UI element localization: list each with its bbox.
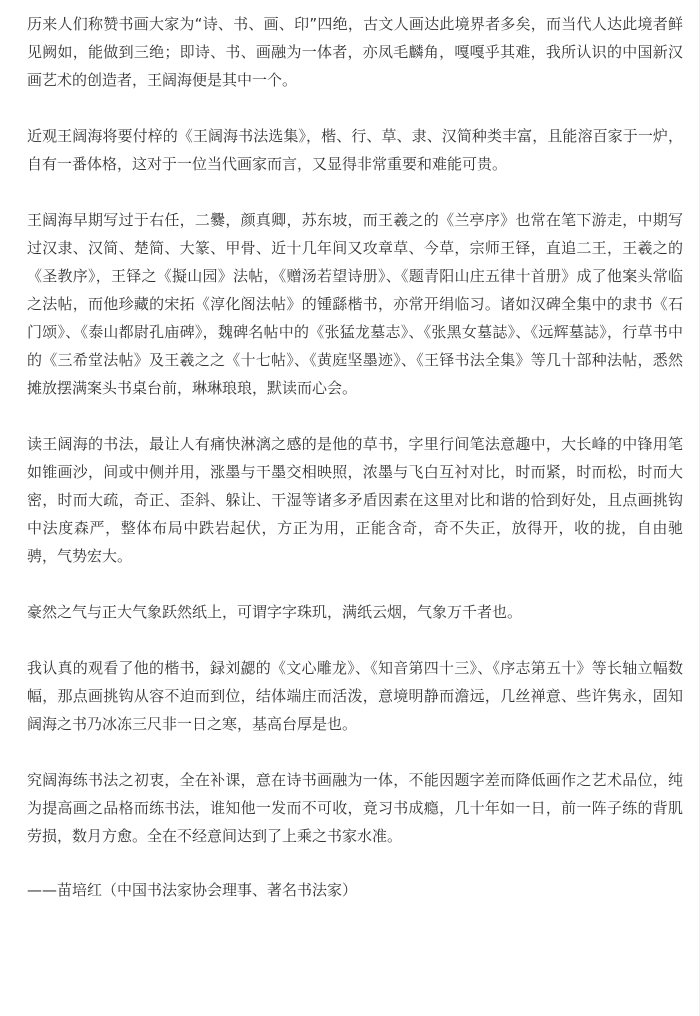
article-body: [27, 10, 683, 904]
paragraph-original-intent: 究阔海练书法之初衷，全在补课，意在诗书画融为一体，不能因题字差而降低画作之艺术品位，纯为提高画之品格而练书法，谁知他一发而不可收，竟习书成瘾，几十年如一日，前一阵子练的背肌劳损，数月方愈。全在不经意间达到了上乘之书家水准。: [27, 771, 683, 845]
paragraph-study-history: 王阔海早期写过于右任，二爨，颜真卿，苏东坡，而王羲之的《兰亭序》也常在笔下游走，中期写过汉隶、汉简、楚简、大篆、甲骨、近十几年间又攻章草、今草，宗师王铎，直追二王，王羲之的《圣教序》，王铎之《擬山园》法帖，《赠汤若望诗册》、《题青阳山庄五律十首册》成了他案头常临之法帖，而他珍藏的宋拓《淳化阁法帖》的锺繇楷书，亦常开绢临习。诸如汉碑全集中的隶书《石门颂》、《泰山都尉孔庙碑》，魏碑名帖中的《张猛龙墓志》、《张黑女墓誌》、《远辉墓誌》，行草书中的《三希堂法帖》及王羲之之《十七帖》、《黄庭坚墨迹》、《王铎书法全集》等几十部种法帖，悉然摊放摆满案头书桌台前，琳琳琅琅，默读而心会。: [27, 211, 683, 397]
paragraph-intro: 历来人们称赞书画大家为“诗、书、画、印”四绝，古文人画达此境界者多矣，而当代人达此境者鲜见阙如，能做到三绝；即诗、书、画融为一体者，亦凤毛麟角，嘎嘎乎其难，我所认识的中国新汉画艺术的创造者，王阔海便是其中一个。: [27, 15, 683, 89]
paragraph-calligraphy-collection: 近观王阔海将要付梓的《王阔海书法选集》，楷、行、草、隶、汉简种类丰富，且能溶百家于一炉，自有一番体格，这对于一位当代画家而言，又显得非常重要和难能可贵。: [27, 127, 683, 173]
paragraph-regular-script: 我认真的观看了他的楷书，録刘勰的《文心雕龙》、《知音第四十三》、《序志第五十》等长轴立幅数幅，那点画挑钩从容不迫而到位，结体端庄而活泼，意境明静而澹远，几丝禅意、些许隽永，固知阔海之书乃冰冻三尺非一日之寒，基高台厚是也。: [27, 659, 683, 733]
paragraph-cursive-script: 读王阔海的书法，最让人有痛快淋漓之感的是他的草书，字里行间笔法意趣中，大长峰的中锋用笔如锥画沙，间或中侧并用，涨墨与干墨交相映照，浓墨与飞白互衬对比，时而紧，时而松，时而大密，时而大疏，奇正、歪斜、躲让、干湿等诸多矛盾因素在这里对比和谐的恰到好处，且点画挑钩中法度森严，整体布局中跌岩起伏，方正为用，正能含奇，奇不失正，放得开，收的拢，自由驰骋，气势宏大。: [27, 435, 683, 565]
paragraph-grand-spirit: 豪然之气与正大气象跃然纸上，可谓字字珠玑，满纸云烟，气象万千者也。: [27, 603, 523, 621]
author-signature: ——苗培红（中国书法家协会理事、著名书法家）: [27, 881, 358, 899]
